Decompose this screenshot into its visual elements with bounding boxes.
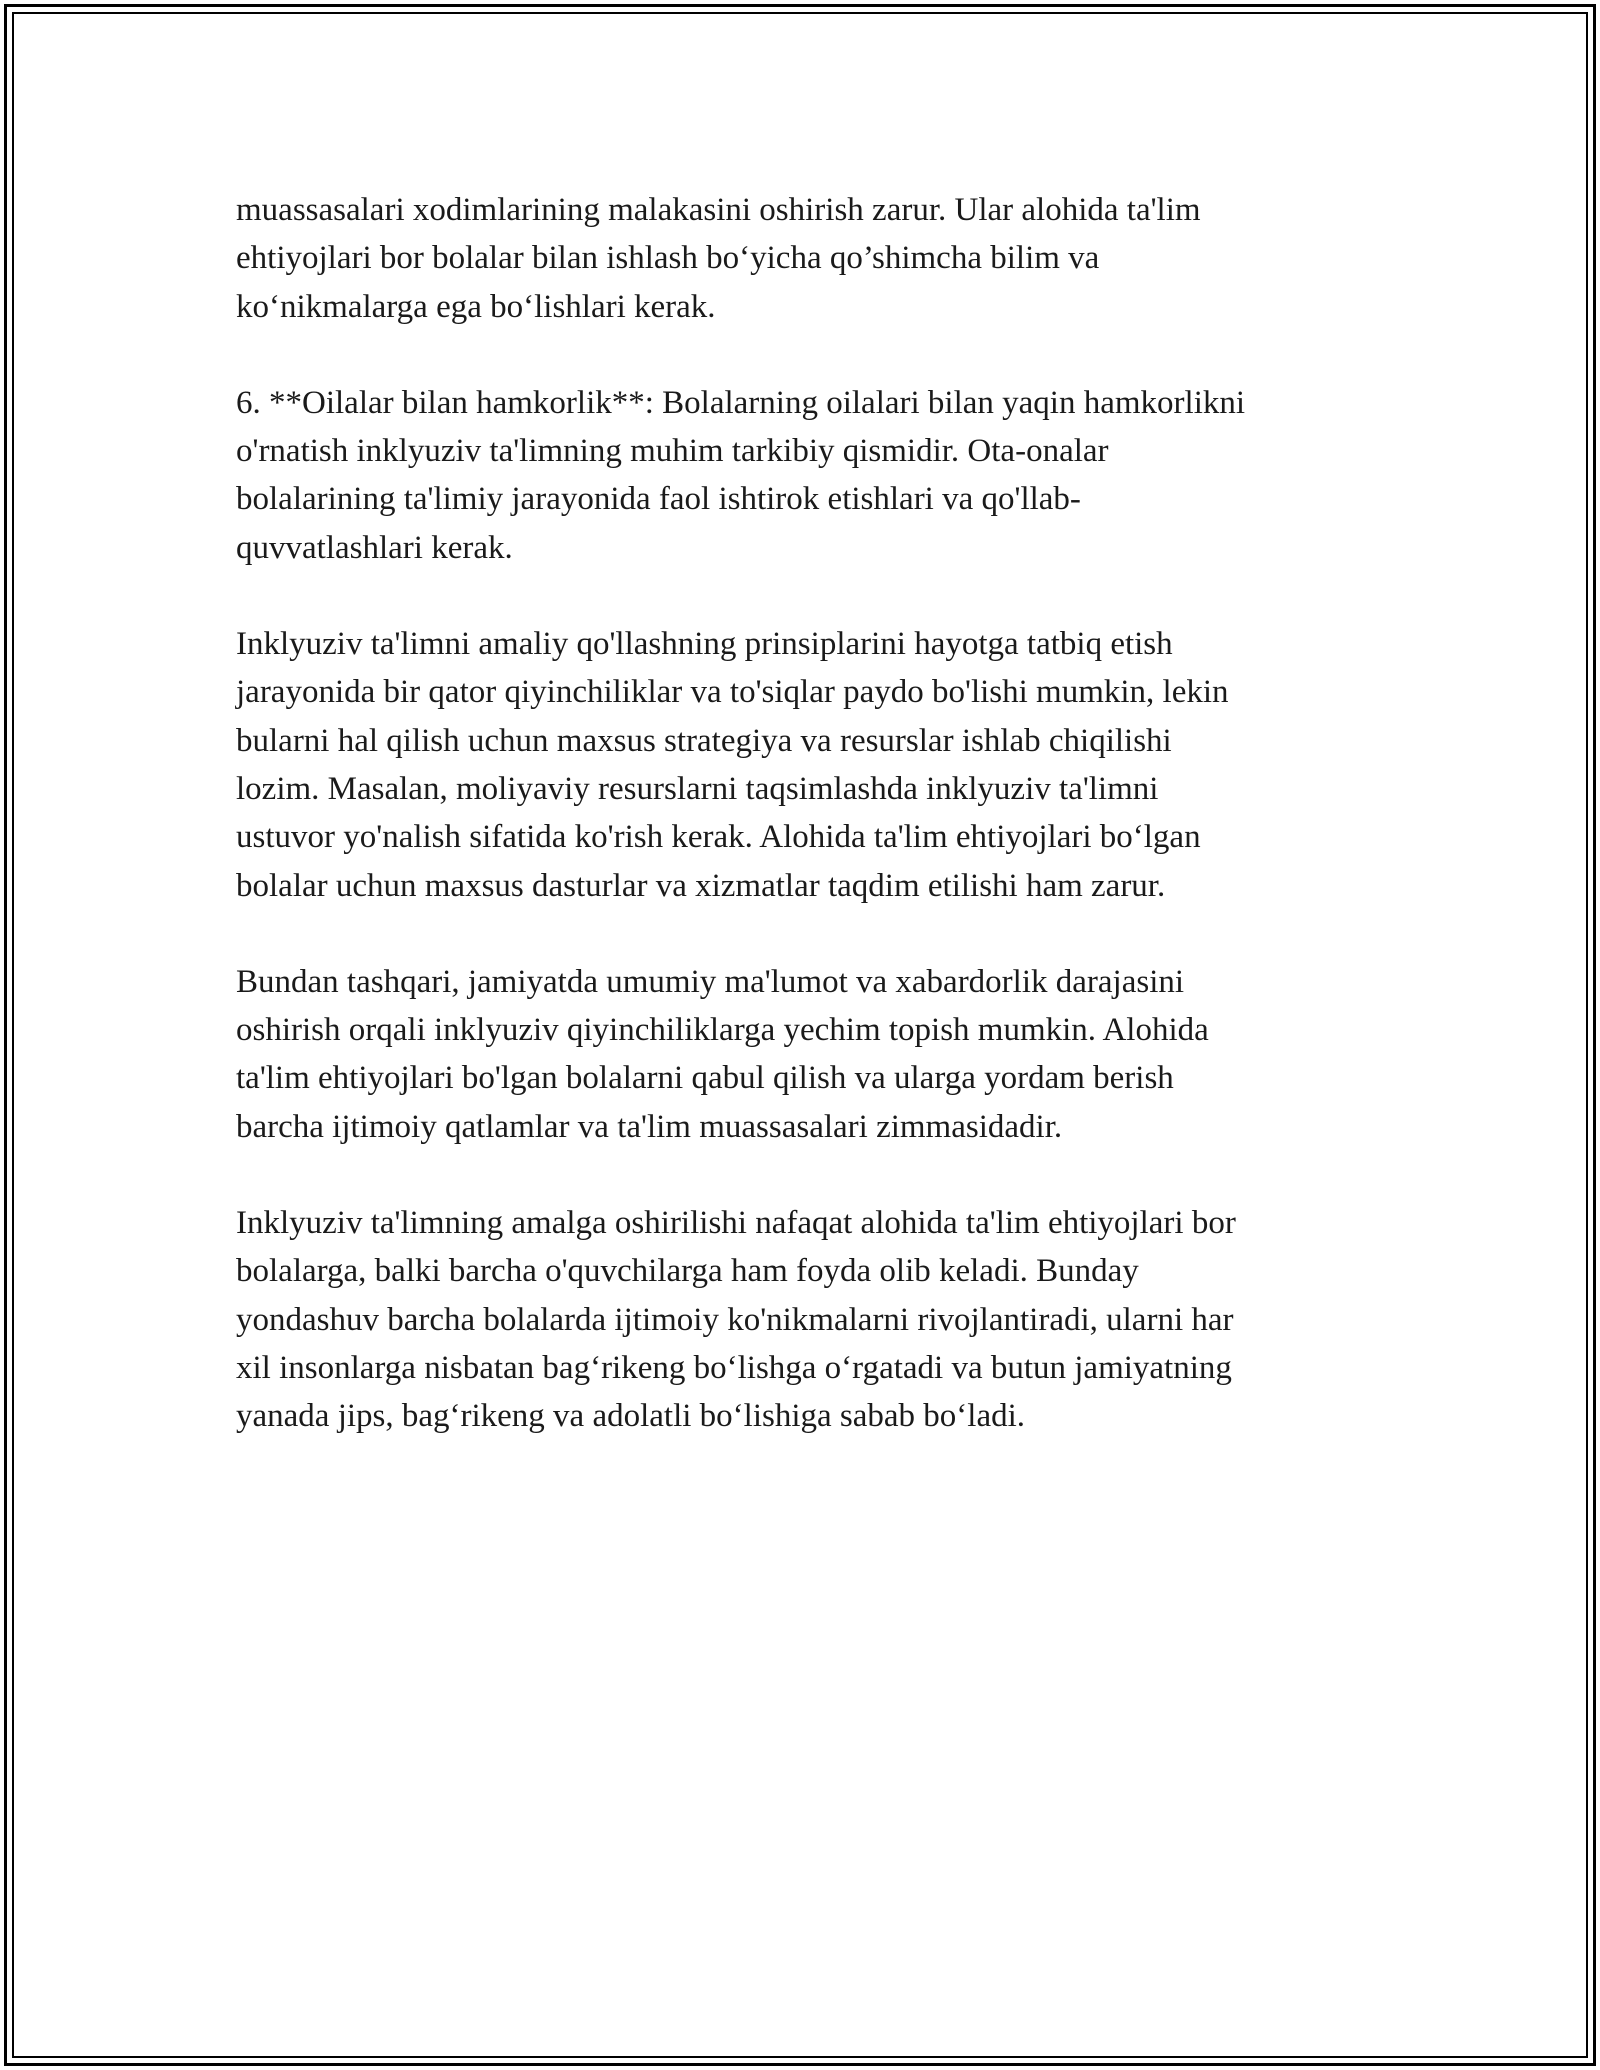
text-line: muassasalari xodimlarining malakasini oshirish zarur. Ular alohida ta'lim	[236, 192, 1201, 228]
text-line: Inklyuziv ta'limni amaliy qo'llashning prinsiplarini hayotga tatbiq etish	[236, 626, 1173, 663]
text-line: ko‘nikmalarga ega bo‘lishlari kerak.	[236, 288, 716, 325]
text-line: 6. **Oilalar bilan hamkorlik**: Bolalarning oilalari bilan yaqin hamkorlikni	[236, 384, 1246, 421]
text-line: yanada jips, bag‘rikeng va adolatli bo‘lishiga sabab bo‘ladi.	[236, 1398, 1026, 1435]
text-line: Inklyuziv ta'limning amalga oshirilishi nafaqat alohida ta'lim ehtiyojlari bor	[236, 1205, 1236, 1242]
text-line: bolalarga, balki barcha o'quvchilarga ham foyda olib keladi. Bunday	[236, 1253, 1139, 1290]
text-line: jarayonida bir qator qiyinchiliklar va to'siqlar paydo bo'lishi mumkin, lekin	[236, 674, 1229, 711]
text-line: ta'lim ehtiyojlari bo'lgan bolalarni qabul qilish va ularga yordam berish	[236, 1060, 1174, 1097]
text-line: ustuvor yo'nalish sifatida ko'rish kerak. Alohida ta'lim ehtiyojlari bo‘lgan	[236, 819, 1201, 856]
text-line: o'rnatish inklyuziv ta'limning muhim tarkibiy qismidir. Ota-onalar	[236, 433, 1109, 470]
document-body	[236, 186, 1366, 1489]
paragraph-awareness	[236, 958, 1366, 1151]
text-line: bolalarining ta'limiy jarayonida faol ishtirok etishlari va qo'llab-	[236, 481, 1081, 518]
text-line: oshirish orqali inklyuziv qiyinchiliklarga yechim topish mumkin. Alohida	[236, 1012, 1209, 1049]
text-line: barcha ijtimoiy qatlamlar va ta'lim muassasalari zimmasidadir.	[236, 1108, 1063, 1145]
text-line: yondashuv barcha bolalarda ijtimoiy ko'nikmalarni rivojlantiradi, ularni har	[236, 1301, 1234, 1338]
paragraph-challenges	[236, 620, 1366, 910]
paragraph-staff-training	[236, 186, 1366, 331]
text-line: Bundan tashqari, jamiyatda umumiy ma'lumot va xabardorlik darajasini	[236, 963, 1185, 1000]
text-line: ehtiyojlari bor bolalar bilan ishlash bo‘yicha qo’shimcha bilim va	[236, 240, 1100, 277]
paragraph-family-cooperation	[236, 379, 1366, 572]
text-line: bolalar uchun maxsus dasturlar va xizmatlar taqdim etilishi ham zarur.	[236, 867, 1166, 904]
text-line: lozim. Masalan, moliyaviy resurslarni taqsimlashda inklyuziv ta'limni	[236, 770, 1159, 807]
paragraph-benefits	[236, 1199, 1366, 1440]
text-line: xil insonlarga nisbatan bag‘rikeng bo‘lishga o‘rgatadi va butun jamiyatning	[236, 1349, 1232, 1386]
text-line: bularni hal qilish uchun maxsus strategiya va resurslar ishlab chiqilishi	[236, 722, 1172, 759]
text-line: quvvatlashlari kerak.	[236, 529, 513, 566]
